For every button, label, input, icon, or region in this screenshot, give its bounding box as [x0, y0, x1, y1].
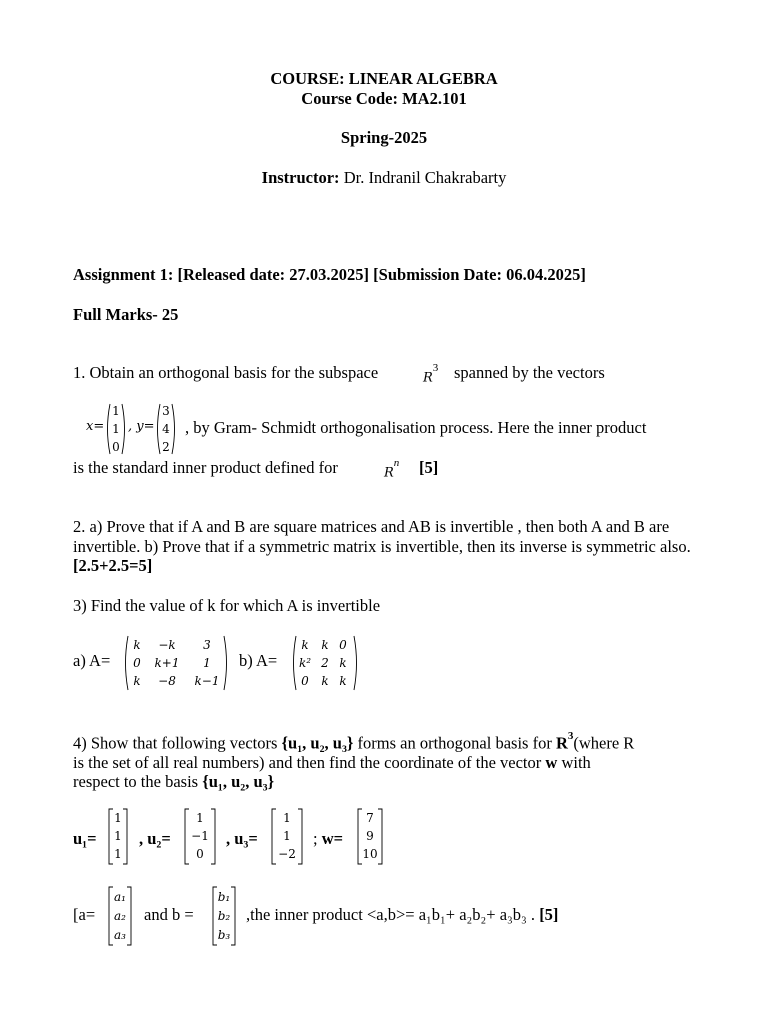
instructor-name: Dr. Indranil Chakrabarty [339, 168, 507, 187]
course-code: Course Code: MA2.101 [301, 89, 467, 108]
q4-b-vector: b₁ b₂ b₃ [212, 886, 236, 946]
q4-u2-label: , u₂= [139, 829, 171, 848]
q2-marks: [2.5+2.5=5] [73, 556, 153, 575]
q4-a-label: [a= [73, 905, 96, 924]
q1-space: $R^3$ [423, 362, 439, 386]
q3-text: 3) Find the value of k for which A is invertible [73, 596, 381, 615]
q4-u3-label: , u₃= [226, 829, 258, 848]
q4-u1-vector: 1 1 1 [108, 808, 128, 865]
course-title: COURSE: LINEAR ALGEBRA [270, 69, 498, 88]
q4-and-b: and b = [144, 905, 194, 924]
q1-y-label: , y= [128, 419, 155, 434]
q4-w-vector: 7 9 10 [357, 808, 383, 865]
q4-u2-vector: 1 −1 0 [184, 808, 216, 865]
q3-matrix-a: k −k 3 0 k+1 1 k −8 k−1 [122, 635, 230, 691]
q4-u1-label: u₁= [73, 829, 97, 848]
q1-marks: [5] [419, 458, 439, 477]
instructor-label: Instructor: [261, 168, 340, 187]
q3-matrix-b: k k 0 k² 2 k 0 k k [290, 635, 360, 691]
q4-line2: is the set of all real numbers) and then find the coordinate of the vector w with [73, 753, 591, 772]
q1-line3: is the standard inner product defined for [73, 458, 338, 477]
q4-line3: respect to the basis {u₁, u₂, u₃} [73, 772, 275, 791]
full-marks: Full Marks- 25 [73, 305, 179, 324]
q4-u3-vector: 1 1 −2 [271, 808, 303, 865]
q3-a-label: a) A= [73, 651, 111, 670]
q4-inner-product: ,the inner product <a,b>= a₁b₁+ a₂b₂+ a₃b₃ . [5] [246, 905, 559, 924]
q4-a-vector: a₁ a₂ a₃ [108, 886, 132, 946]
q2-text: 2. a) Prove that if A and B are square matrices and AB is invertible , then both A and B are invertible. b) Prove that if a symmetric matrix is invertible, then its inverse is symmetric also. [2.5+2.5=5] [73, 517, 691, 575]
q4-line1: 4) Show that following vectors {u₁, u₂, u₃} forms an orthogonal basis for $R^3(where$ R [73, 730, 635, 753]
q1-line1: 1. Obtain an orthogonal basis for the subspace [73, 363, 379, 382]
q1-line2: , by Gram- Schmidt orthogonalisation process. Here the inner product [185, 418, 647, 437]
instructor-line [0, 168, 768, 188]
q4-w-label: ; w= [313, 829, 344, 848]
q4-marks: [5] [539, 905, 559, 924]
term: Spring-2025 [340, 128, 428, 147]
q1-rn: $R^n$ [384, 457, 400, 481]
q3-b-label: b) A= [239, 651, 278, 670]
q1-x-label: x= [86, 419, 105, 434]
assignment-title: Assignment 1: [Released date: 27.03.2025] [Submission Date: 06.04.2025] [73, 265, 586, 284]
q1-line1-end: spanned by the vectors [454, 363, 605, 382]
